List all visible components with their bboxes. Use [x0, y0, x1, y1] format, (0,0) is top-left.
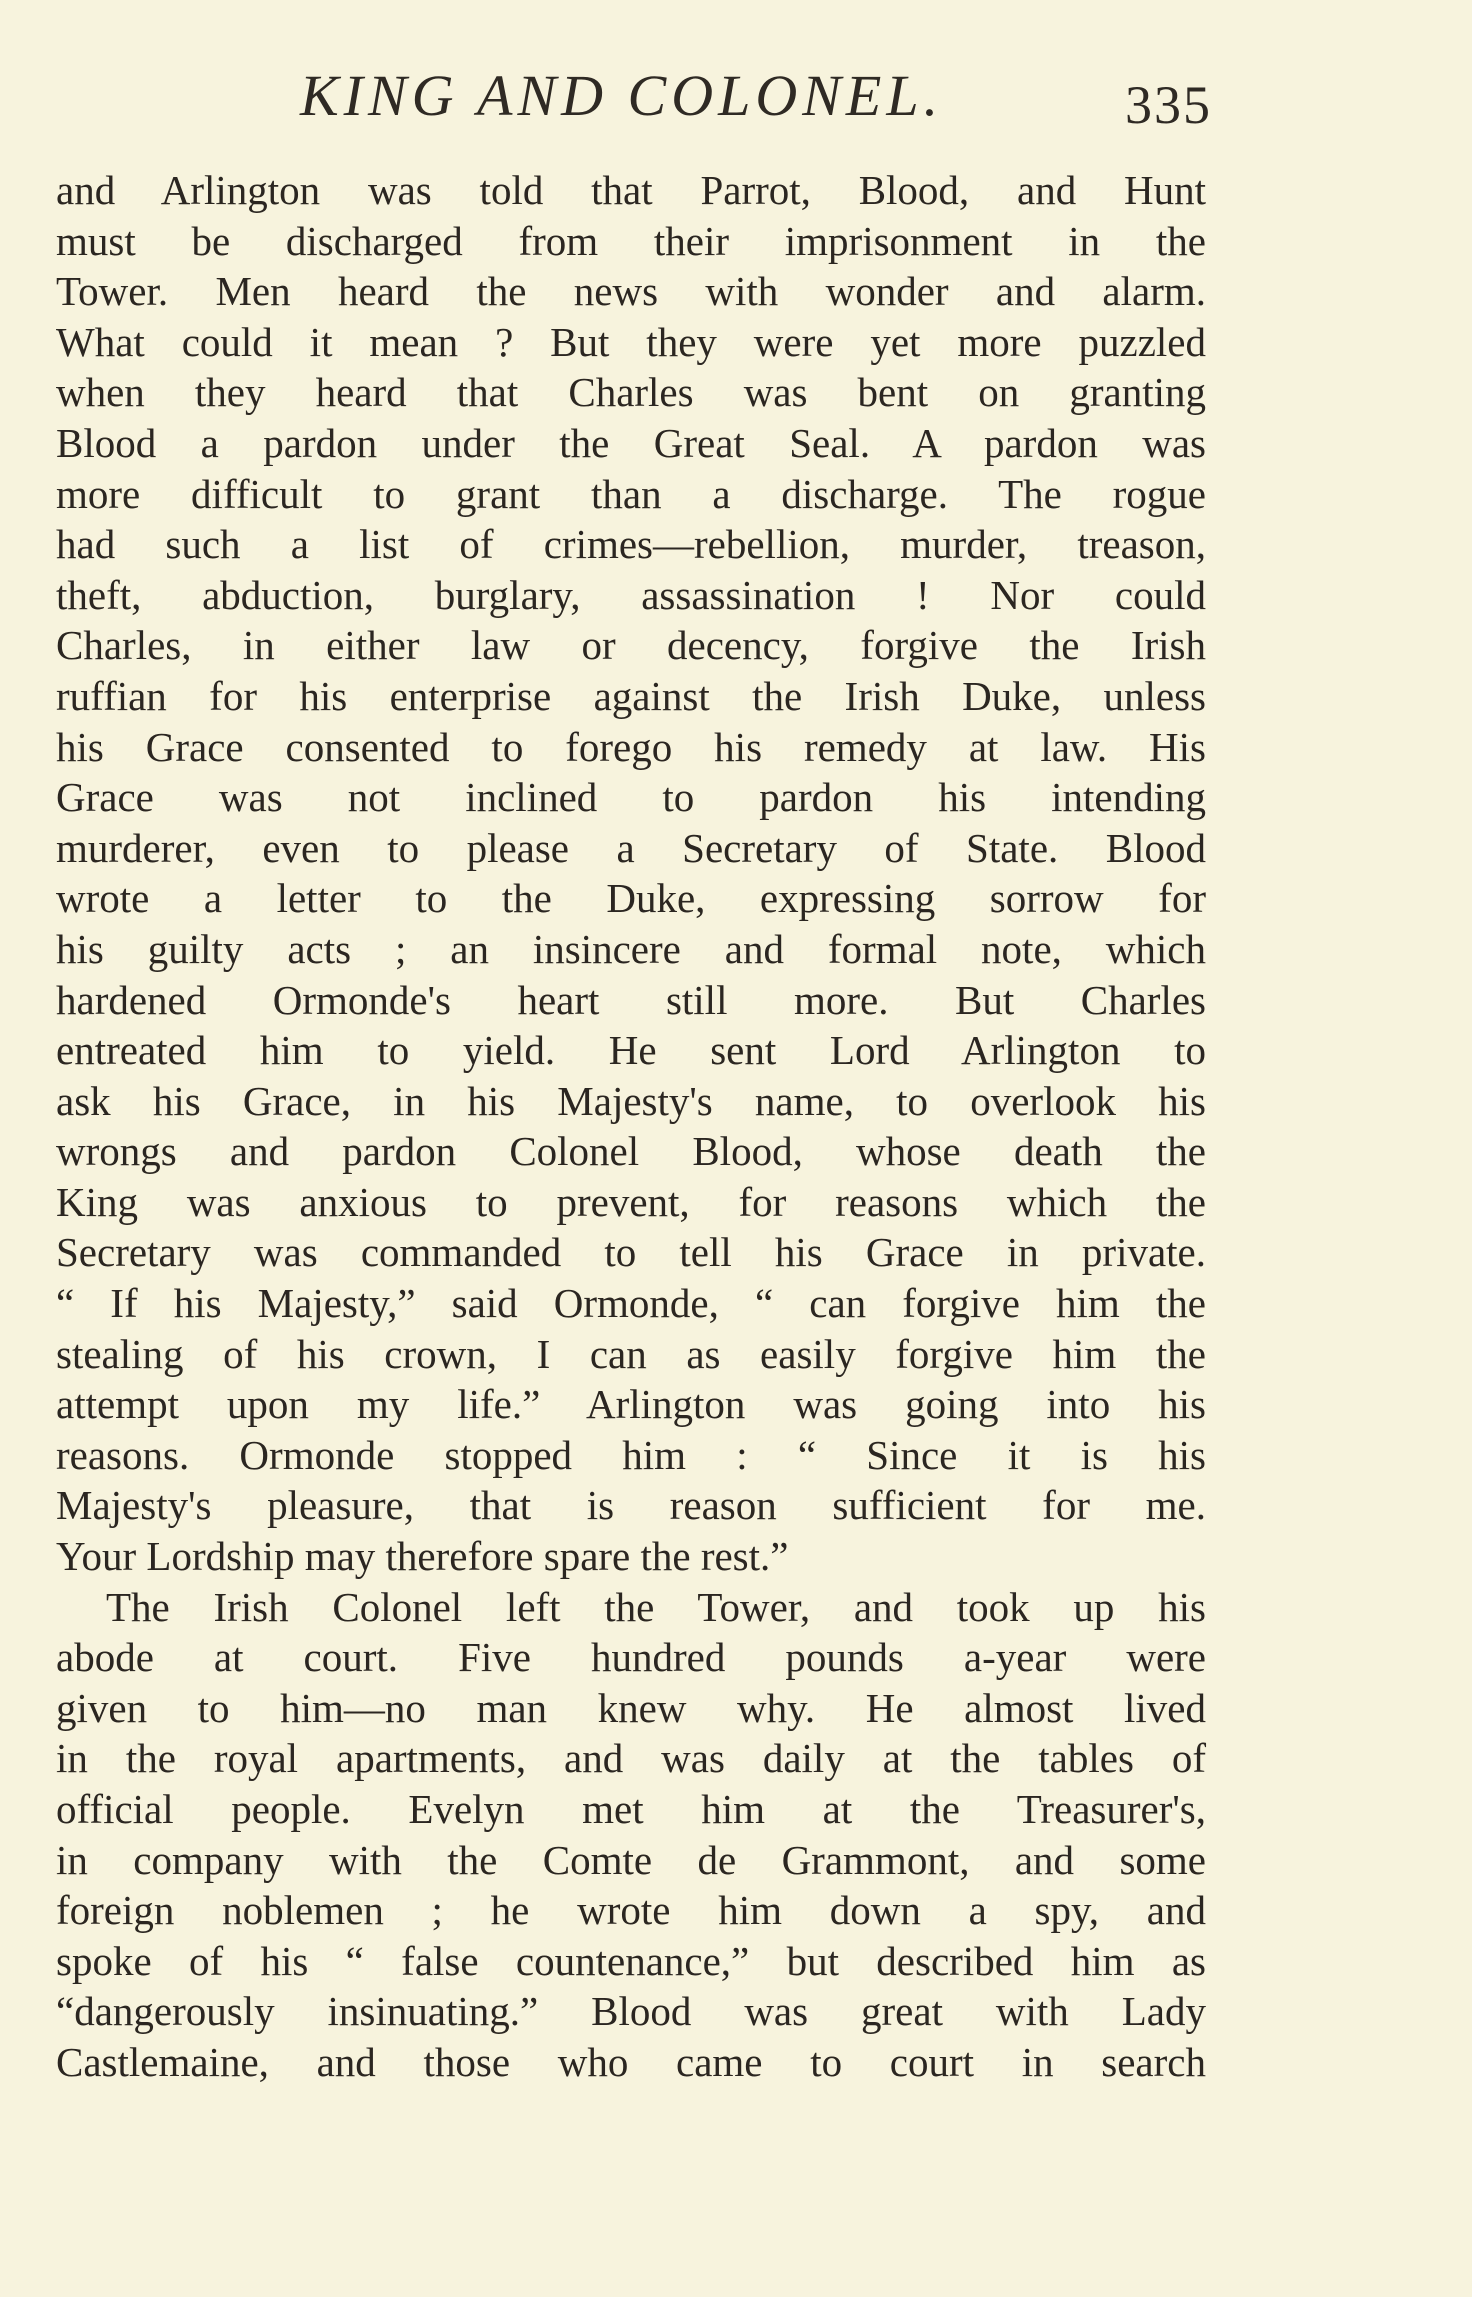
text-line: given to him—no man knew why. He almost lived	[56, 1684, 1206, 1731]
text-line: murderer, even to please a Secretary of State. Blood	[56, 824, 1206, 871]
text-line: Tower. Men heard the news with wonder and alarm.	[56, 268, 1206, 315]
text-line: must be discharged from their imprisonment in the	[56, 217, 1206, 264]
text-line: Charles, in either law or decency, forgive the Irish	[56, 622, 1206, 669]
paragraph-last-line: Your Lordship may therefore spare the rest.”	[56, 1533, 789, 1580]
text-line: entreated him to yield. He sent Lord Arlington to	[56, 1027, 1206, 1074]
text-line: attempt upon my life.” Arlington was going into his	[56, 1381, 1206, 1428]
text-line: What could it mean ? But they were yet more puzzled	[56, 318, 1206, 365]
text-line: Grace was not inclined to pardon his intending	[56, 774, 1206, 821]
text-line: when they heard that Charles was bent on granting	[56, 369, 1206, 416]
body-text	[56, 165, 1206, 2088]
text-line: had such a list of crimes—rebellion, murder, treason,	[56, 521, 1206, 568]
text-line: Majesty's pleasure, that is reason sufficient for me.	[56, 1482, 1206, 1529]
text-line: and Arlington was told that Parrot, Blood, and Hunt	[56, 167, 1206, 213]
text-line: wrote a letter to the Duke, expressing sorrow for	[56, 875, 1206, 922]
text-line: wrongs and pardon Colonel Blood, whose death the	[56, 1128, 1206, 1175]
text-line: his Grace consented to forego his remedy at law. His	[56, 723, 1206, 770]
text-line: theft, abduction, burglary, assassination ! Nor could	[56, 571, 1206, 618]
text-line: official people. Evelyn met him at the Treasurer's,	[56, 1786, 1206, 1832]
text-line: in company with the Comte de Grammont, and some	[56, 1836, 1206, 1883]
text-line: more difficult to grant than a discharge. The rogue	[56, 470, 1206, 517]
text-line: stealing of his crown, I can as easily forgive him the	[56, 1330, 1206, 1377]
text-line: Secretary was commanded to tell his Grace in private.	[56, 1229, 1206, 1276]
text-line: in the royal apartments, and was daily at the tables of	[56, 1735, 1206, 1782]
page-number: 335	[1125, 75, 1212, 135]
text-line: reasons. Ormonde stopped him : “ Since it is his	[56, 1431, 1206, 1478]
text-line: Blood a pardon under the Great Seal. A pardon was	[56, 419, 1206, 466]
text-line: ruffian for his enterprise against the Irish Duke, unless	[56, 672, 1206, 719]
running-title: KING AND COLONEL.	[300, 63, 944, 128]
text-line: foreign noblemen ; he wrote him down a spy, and	[56, 1887, 1206, 1934]
text-line: spoke of his “ false countenance,” but described him as	[56, 1937, 1206, 1984]
text-line: abode at court. Five hundred pounds a-year were	[56, 1634, 1206, 1681]
paragraph-first-line: The Irish Colonel left the Tower, and took up his	[106, 1583, 1206, 1630]
text-line: “dangerously insinuating.” Blood was great with Lady	[56, 1988, 1206, 2035]
text-line: ask his Grace, in his Majesty's name, to overlook his	[56, 1077, 1206, 1124]
text-line: Castlemaine, and those who came to court in search	[56, 2038, 1206, 2085]
text-line: King was anxious to prevent, for reasons which the	[56, 1178, 1206, 1225]
text-line: hardened Ormonde's heart still more. But Charles	[56, 976, 1206, 1023]
text-line: “ If his Majesty,” said Ormonde, “ can forgive him the	[56, 1280, 1206, 1327]
text-line: his guilty acts ; an insincere and formal note, which	[56, 925, 1206, 972]
